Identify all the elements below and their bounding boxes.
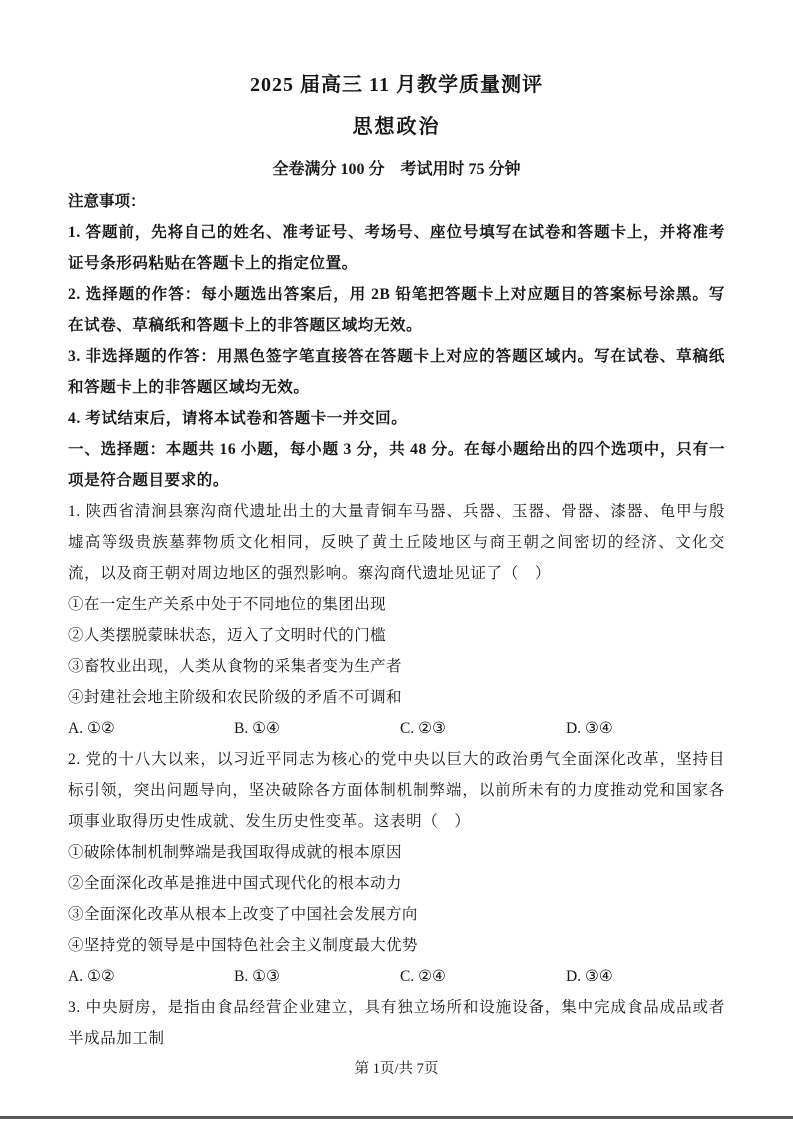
page-number-indicator: 第 1页/共 7页 bbox=[354, 1061, 439, 1077]
question-2-statement-1: ①破除体制机制弊端是我国取得成就的根本原因 bbox=[68, 844, 402, 861]
question-2-options bbox=[68, 961, 725, 992]
question-2 bbox=[68, 744, 725, 992]
question-2-statement-3: ③全面深化改革从根本上改变了中国社会发展方向 bbox=[68, 906, 418, 923]
question-1-statement-1: ①在一定生产关系中处于不同地位的集团出现 bbox=[68, 596, 387, 613]
question-3 bbox=[68, 992, 725, 1054]
notice-item-2: 2. 选择题的作答：每小题选出答案后，用 2B 铅笔把答题卡上对应题目的答案标号涂黑。写在试卷、草稿纸和答题卡上的非答题区域均无效。 bbox=[68, 286, 725, 334]
question-1 bbox=[68, 496, 725, 744]
section-heading: 一、选择题：本题共 16 小题，每小题 3 分，共 48 分。在每小题给出的四个选项中，只有一项是符合题目要求的。 bbox=[68, 441, 725, 489]
question-1-option-c: C. ②③ bbox=[400, 720, 446, 737]
question-2-statement-4: ④坚持党的领导是中国特色社会主义制度最大优势 bbox=[68, 937, 418, 954]
question-2-option-c: C. ②④ bbox=[400, 968, 446, 985]
subject-title: 思想政治 bbox=[352, 116, 441, 138]
question-3-stem-partial: 3. 中央厨房，是指由食品经营企业建立，具有独立场所和设施设备，集中完成食品成品或者半成品加工制 bbox=[68, 999, 725, 1047]
question-1-statement-2: ②人类摆脱蒙昧状态，迈入了文明时代的门槛 bbox=[68, 627, 387, 644]
notice-item-4: 4. 考试结束后，请将本试卷和答题卡一并交回。 bbox=[68, 410, 408, 427]
question-2-option-b: B. ①③ bbox=[234, 968, 280, 985]
notice-item-3: 3. 非选择题的作答：用黑色签字笔直接答在答题卡上对应的答题区域内。写在试卷、草稿纸和答题卡上的非答题区域均无效。 bbox=[68, 348, 725, 396]
question-2-statement-2: ②全面深化改革是推进中国式现代化的根本动力 bbox=[68, 875, 402, 892]
exam-info-line: 全卷满分 100 分 考试用时 75 分钟 bbox=[272, 161, 521, 178]
notices-block bbox=[68, 186, 725, 434]
question-2-stem: 2. 党的十八大以来，以习近平同志为核心的党中央以巨大的政治勇气全面深化改革，坚持目标引领，突出问题导向，坚决破除各方面体制机制弊端，以前所未有的力度推动党和国家各项事业取得历史性成就、发生历史性变革。这表明（ ） bbox=[68, 751, 725, 830]
question-2-option-a: A. ①② bbox=[68, 968, 115, 985]
question-1-option-d: D. ③④ bbox=[566, 720, 613, 737]
question-1-option-b: B. ①④ bbox=[234, 720, 280, 737]
notice-item-1: 1. 答题前，先将自己的姓名、准考证号、考场号、座位号填写在试卷和答题卡上，并将准考证号条形码粘贴在答题卡上的指定位置。 bbox=[68, 224, 725, 272]
notices-heading: 注意事项： bbox=[68, 193, 146, 210]
page-title: 2025 届高三 11 月教学质量测评 bbox=[250, 74, 543, 96]
page-bottom-edge bbox=[0, 1116, 793, 1119]
question-2-option-d: D. ③④ bbox=[566, 968, 613, 985]
question-1-statement-3: ③畜牧业出现，人类从食物的采集者变为生产者 bbox=[68, 658, 402, 675]
question-1-statement-4: ④封建社会地主阶级和农民阶级的矛盾不可调和 bbox=[68, 689, 402, 706]
question-1-options bbox=[68, 713, 725, 744]
question-1-option-a: A. ①② bbox=[68, 720, 115, 737]
question-1-stem: 1. 陕西省清涧县寨沟商代遗址出土的大量青铜车马器、兵器、玉器、骨器、漆器、龟甲与殷墟高等级贵族墓葬物质文化相同，反映了黄土丘陵地区与商王朝之间密切的经济、文化交流，以及商王朝对周边地区的强烈影响。寨沟商代遗址见证了（ ） bbox=[68, 503, 725, 582]
